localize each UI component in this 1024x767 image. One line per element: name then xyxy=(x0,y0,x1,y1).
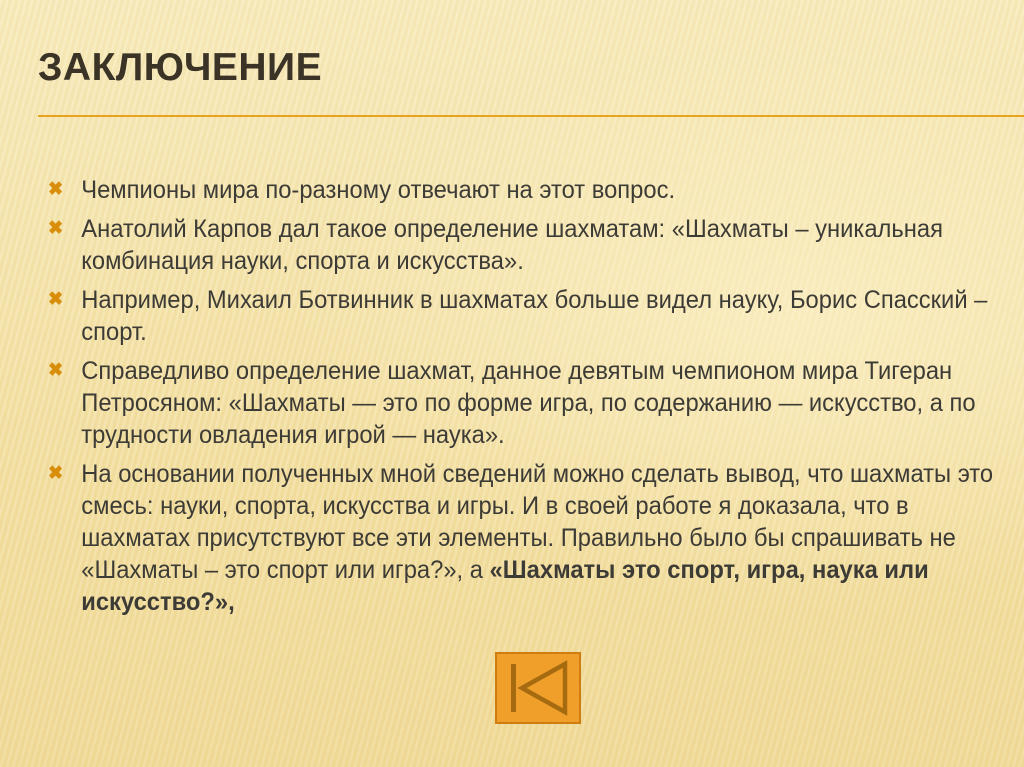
bullet-list xyxy=(48,174,994,625)
bullet-x-icon: ✖ xyxy=(48,218,64,239)
bullet-x-icon: ✖ xyxy=(48,179,64,200)
skip-back-triangle xyxy=(522,664,565,712)
back-to-start-button[interactable] xyxy=(495,652,581,724)
bullet-x-icon: ✖ xyxy=(48,289,64,310)
bullet-text: Например, Михаил Ботвинник в шахматах больше видел науку, Борис Спасский – спорт. xyxy=(81,286,988,346)
slide-title: ЗАКЛЮЧЕНИЕ xyxy=(38,46,323,89)
bullet-item xyxy=(48,355,1012,451)
bullet-text: Чемпионы мира по-разному отвечают на этот вопрос. xyxy=(81,176,676,204)
bullet-x-icon: ✖ xyxy=(48,463,64,484)
bullet-x-icon: ✖ xyxy=(48,360,64,381)
bullet-item xyxy=(48,458,1012,618)
bullet-text-bold: «Шахматы это спорт, игра, наука или искусство?», xyxy=(81,556,929,616)
skip-back-bar xyxy=(511,664,516,712)
bullet-text: Анатолий Карпов дал такое определение шахматам: «Шахматы – уникальная комбинация науки, спорта и искусства». xyxy=(81,215,943,275)
skip-back-icon xyxy=(497,654,579,722)
title-underline xyxy=(38,115,1024,117)
bullet-text: Справедливо определение шахмат, данное девятым чемпионом мира Тигеран Петросяном: «Шахматы — это по форме игра, по содержанию — искусство, а по трудности овладения игрой — наука». xyxy=(81,357,976,449)
bullet-item xyxy=(48,174,1012,206)
bullet-item xyxy=(48,213,1012,277)
bullet-text: На основании полученных мной сведений можно сделать вывод, что шахматы это смесь: науки, спорта, искусства и игры. И в своей работе я доказала, что в шахматах присутствуют все эти элементы. Правильно было бы спрашивать не «Шахматы – это спорт или игра?», а xyxy=(81,460,994,584)
bullet-item xyxy=(48,284,1012,348)
